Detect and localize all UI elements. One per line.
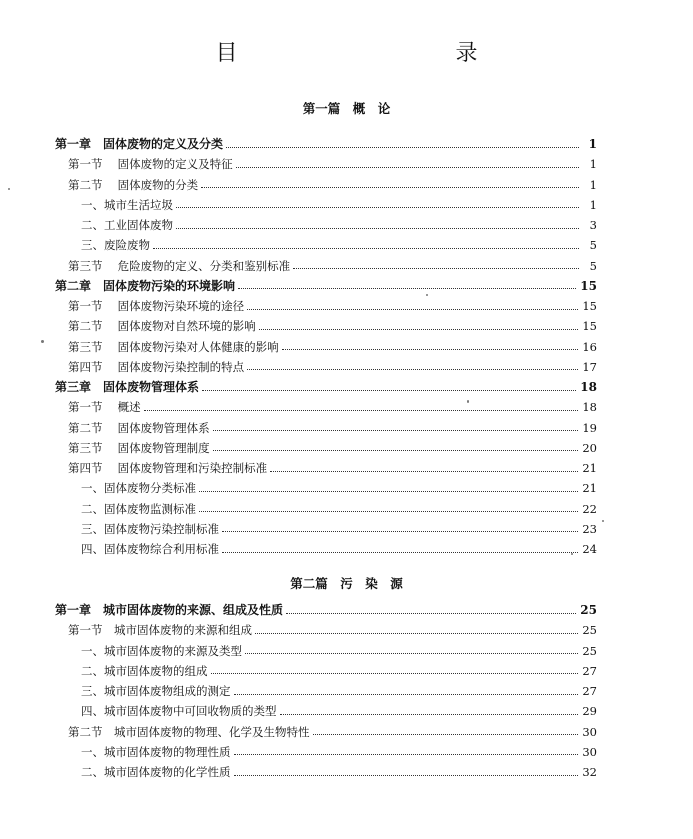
dot-leader [286,613,576,614]
dot-leader [176,207,579,208]
toc-entry-label: 第一章 固体废物的定义及分类 [55,137,224,151]
toc-item-entry[interactable] [81,641,597,661]
toc-entry-label: 第二节 固体废物的分类 [68,177,199,192]
toc-page-number: 20 [582,440,597,455]
toc-entry-label: 第二节 固体废物对自然环境的影响 [68,319,256,334]
toc-entry-label: 一、城市固体废物的来源及类型 [81,643,242,658]
toc-page-number: 19 [582,420,597,435]
toc-item-entry[interactable] [81,235,597,255]
toc-entry-label: 第四节 固体废物污染控制的特点 [68,359,245,374]
dot-leader [247,369,578,370]
toc-section-entry[interactable] [68,397,597,417]
toc-item-entry[interactable] [81,681,597,701]
toc-entry-label: 二、固体废物监测标准 [81,501,196,516]
scan-speck [467,400,469,403]
toc-page-number: 17 [582,359,597,374]
scan-speck [41,340,44,343]
dot-leader [199,491,578,492]
dot-leader [259,329,579,330]
dot-leader [144,410,579,411]
toc-page-number: 18 [580,380,597,394]
toc-section-entry[interactable] [68,418,597,438]
toc-entry-label: 第三节 危险废物的定义、分类和鉴别标准 [68,258,291,273]
toc-page-number: 32 [582,765,597,779]
toc-entry-label: 三、固体废物污染控制标准 [81,521,219,536]
dot-leader [280,714,579,715]
toc-page-number: 3 [589,218,597,232]
toc-item-entry[interactable] [81,195,597,215]
scan-speck [602,520,604,522]
toc-page-number: 30 [582,744,597,759]
toc-section-entry[interactable] [68,620,597,640]
toc-chapter-entry[interactable] [55,377,597,397]
toc-section-entry[interactable] [68,438,597,458]
dot-leader [270,471,578,472]
dot-leader [245,653,578,654]
dot-leader [234,694,579,695]
dot-leader [247,309,578,310]
dot-leader [293,268,579,269]
dot-leader [313,734,579,735]
toc-entry-label: 第一节 城市固体废物的来源和组成 [68,623,252,638]
dot-leader [153,248,579,249]
dot-leader [202,390,576,391]
dot-leader [234,775,579,776]
part-heading-1: 第一篇 概 论 [302,101,391,116]
toc-page-number: 27 [582,684,597,698]
scan-speck [8,188,10,190]
dot-leader [236,167,579,168]
toc-chapter-entry[interactable] [55,600,597,620]
toc-entry-label: 第三章 固体废物管理体系 [55,380,200,394]
toc-item-entry[interactable] [81,701,597,721]
toc-item-entry[interactable] [81,478,597,498]
dot-leader [199,511,578,512]
toc-page-number: 15 [582,299,597,313]
dot-leader [213,430,579,431]
part-heading-2: 第二篇 污 染 源 [290,576,403,591]
toc-chapter-entry[interactable] [55,134,597,154]
toc-entry-label: 四、城市固体废物中可回收物质的类型 [81,704,277,719]
toc-page-number: 15 [580,278,597,293]
toc-page-number: 25 [582,643,597,658]
dot-leader [238,288,576,289]
dot-leader [222,552,578,553]
toc-section-entry[interactable] [68,337,597,357]
toc-entry-label: 第一节 固体废物污染环境的途径 [68,299,245,313]
toc-page-number: 27 [582,663,597,678]
toc-page-number: 21 [582,461,597,475]
toc-item-entry[interactable] [81,499,597,519]
page-title: 目 录 [215,41,536,66]
toc-entry-label: 第二章 固体废物污染的环境影响 [55,278,236,293]
toc-page-number: 24 [582,542,597,556]
toc-section-entry[interactable] [68,296,597,316]
toc-entry-label: 三、城市固体废物组成的测定 [81,684,231,698]
toc-item-entry[interactable] [81,762,597,782]
dot-leader [282,349,579,350]
toc-section-entry[interactable] [68,175,597,195]
toc-page-number: 5 [589,238,597,253]
toc-entry-label: 第二节 城市固体废物的物理、化学及生物特性 [68,724,310,739]
dot-leader [234,754,579,755]
toc-page-number: 29 [582,704,597,719]
toc-entry-label: 一、城市固体废物的物理性质 [81,744,231,759]
toc-section-entry[interactable] [68,357,597,377]
toc-entry-label: 二、城市固体废物的化学性质 [81,765,231,779]
dot-leader [213,450,579,451]
toc-entry-label: 四、固体废物综合利用标准 [81,542,219,556]
toc-page-number: 25 [580,603,597,617]
toc-page-number: 21 [582,481,597,496]
toc-entry-label: 第二节 固体废物管理体系 [68,420,210,435]
toc-item-entry[interactable] [81,539,597,559]
toc-section-entry[interactable] [68,316,597,336]
toc-page-number: 23 [582,521,597,536]
dot-leader [255,633,578,634]
toc-entry-label: 第一章 城市固体废物的来源、组成及性质 [55,603,284,617]
dot-leader [201,187,579,188]
toc-item-entry[interactable] [81,519,597,539]
toc-section-entry[interactable] [68,458,597,478]
dot-leader [226,147,579,148]
toc-page-number: 18 [582,400,597,415]
toc-entry-label: 一、城市生活垃圾 [81,197,173,212]
toc-page-number: 5 [589,258,597,273]
toc-item-entry[interactable] [81,742,597,762]
dot-leader [222,531,578,532]
toc-page-number: 15 [582,319,597,334]
toc-entry-label: 三、废险废物 [81,238,150,253]
toc-page-number: 1 [589,197,597,212]
toc-entry-label: 第一节 固体废物的定义及特征 [68,157,233,172]
toc-page-number: 25 [582,623,597,638]
toc-entry-label: 第一节 概述 [68,400,141,415]
toc-entry-label: 第三节 固体废物管理制度 [68,440,210,455]
toc-page-number: 1 [589,157,597,172]
toc-entry-label: 二、工业固体废物 [81,218,173,232]
toc-entry-label: 第四节 固体废物管理和污染控制标准 [68,461,268,475]
toc-item-entry[interactable] [81,661,597,681]
toc-page-number: 30 [582,724,597,739]
scan-speck [426,294,428,296]
toc-section-entry[interactable] [68,256,597,276]
toc-entry-label: 二、城市固体废物的组成 [81,663,208,678]
toc-section-entry[interactable] [68,722,597,742]
dot-leader [211,673,579,674]
toc-entry-label: 第三节 固体废物污染对人体健康的影响 [68,339,279,354]
dot-leader [176,228,579,229]
scan-speck [571,553,573,555]
toc-entry-label: 一、固体废物分类标准 [81,481,196,496]
toc-page-number: 22 [582,501,597,516]
toc-section-entry[interactable] [68,154,597,174]
toc-page-number: 1 [589,177,597,192]
toc-page-number: 1 [588,137,597,151]
toc-page-number: 16 [582,339,597,354]
toc-chapter-entry[interactable] [55,276,597,296]
toc-item-entry[interactable] [81,215,597,235]
